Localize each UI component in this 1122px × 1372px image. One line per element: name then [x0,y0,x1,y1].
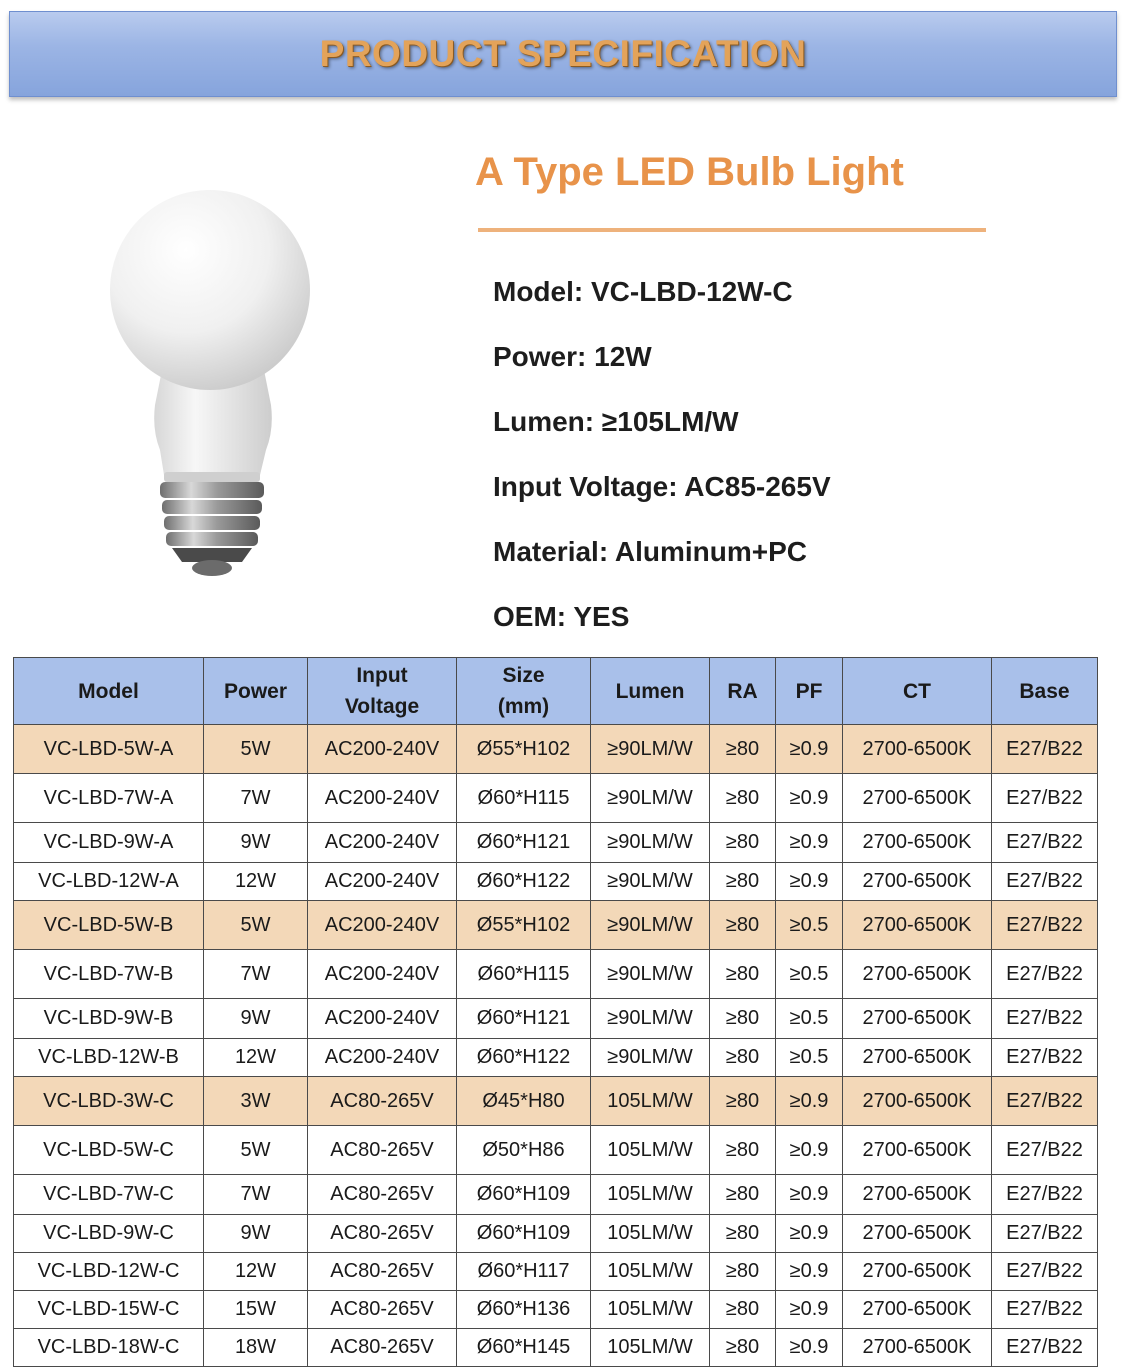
spec-oem: OEM: YES [493,601,630,632]
table-row [14,1329,1098,1367]
cell-ra: ≥80 [710,1126,776,1175]
cell-size: Ø60*H122 [457,1039,591,1077]
led-bulb-icon [100,190,320,590]
header-base: Base [992,658,1098,725]
cell-size: Ø60*H115 [457,774,591,823]
product-title: A Type LED Bulb Light [475,150,904,194]
cell-base: E27/B22 [992,1215,1098,1253]
cell-size: Ø60*H115 [457,950,591,999]
cell-ra: ≥80 [710,774,776,823]
cell-power: 12W [204,863,308,901]
cell-base: E27/B22 [992,1329,1098,1367]
cell-model: VC-LBD-12W-B [14,1039,204,1077]
cell-ra: ≥80 [710,1329,776,1367]
cell-lumen: ≥90LM/W [591,823,710,863]
table-row [14,999,1098,1039]
cell-model: VC-LBD-5W-B [14,901,204,950]
cell-lumen: ≥90LM/W [591,1039,710,1077]
cell-pf: ≥0.5 [776,950,843,999]
cell-power: 12W [204,1253,308,1291]
cell-input-voltage: AC80-265V [308,1329,457,1367]
header-size: Size (mm) [457,658,591,725]
cell-ct: 2700-6500K [843,999,992,1039]
cell-ct: 2700-6500K [843,1329,992,1367]
cell-size: Ø60*H109 [457,1175,591,1215]
cell-ct: 2700-6500K [843,863,992,901]
cell-ra: ≥80 [710,1215,776,1253]
cell-input-voltage: AC200-240V [308,725,457,774]
cell-input-voltage: AC200-240V [308,950,457,999]
cell-base: E27/B22 [992,1077,1098,1126]
cell-model: VC-LBD-9W-B [14,999,204,1039]
cell-pf: ≥0.5 [776,1039,843,1077]
cell-ra: ≥80 [710,1291,776,1329]
cell-lumen: ≥90LM/W [591,863,710,901]
title-divider [478,228,986,232]
cell-lumen: 105LM/W [591,1215,710,1253]
table-row [14,774,1098,823]
cell-ct: 2700-6500K [843,901,992,950]
table-row [14,1077,1098,1126]
header-ct: CT [843,658,992,725]
cell-input-voltage: AC200-240V [308,901,457,950]
cell-model: VC-LBD-9W-C [14,1215,204,1253]
cell-input-voltage: AC80-265V [308,1291,457,1329]
cell-ct: 2700-6500K [843,1077,992,1126]
cell-ra: ≥80 [710,725,776,774]
cell-input-voltage: AC80-265V [308,1077,457,1126]
table-row [14,823,1098,863]
cell-ct: 2700-6500K [843,1175,992,1215]
cell-ra: ≥80 [710,1253,776,1291]
header-lumen: Lumen [591,658,710,725]
cell-pf: ≥0.9 [776,1215,843,1253]
table-row [14,863,1098,901]
cell-base: E27/B22 [992,999,1098,1039]
cell-model: VC-LBD-5W-C [14,1126,204,1175]
cell-lumen: ≥90LM/W [591,774,710,823]
cell-ct: 2700-6500K [843,1253,992,1291]
header-model: Model [14,658,204,725]
cell-size: Ø60*H121 [457,999,591,1039]
header-pf: PF [776,658,843,725]
spec-material: Material: Aluminum+PC [493,536,808,567]
table-row [14,901,1098,950]
cell-lumen: 105LM/W [591,1253,710,1291]
cell-base: E27/B22 [992,1039,1098,1077]
cell-input-voltage: AC80-265V [308,1253,457,1291]
cell-pf: ≥0.5 [776,999,843,1039]
table-row [14,1175,1098,1215]
cell-lumen: 105LM/W [591,1175,710,1215]
cell-pf: ≥0.9 [776,774,843,823]
cell-lumen: 105LM/W [591,1077,710,1126]
cell-size: Ø55*H102 [457,725,591,774]
cell-ra: ≥80 [710,950,776,999]
cell-pf: ≥0.9 [776,823,843,863]
cell-ra: ≥80 [710,823,776,863]
cell-lumen: ≥90LM/W [591,999,710,1039]
cell-ct: 2700-6500K [843,950,992,999]
table-row [14,725,1098,774]
cell-model: VC-LBD-5W-A [14,725,204,774]
cell-input-voltage: AC80-265V [308,1175,457,1215]
table-row [14,1039,1098,1077]
cell-ct: 2700-6500K [843,1291,992,1329]
cell-power: 5W [204,1126,308,1175]
cell-base: E27/B22 [992,725,1098,774]
cell-lumen: ≥90LM/W [591,725,710,774]
cell-pf: ≥0.9 [776,1253,843,1291]
cell-size: Ø60*H117 [457,1253,591,1291]
cell-ct: 2700-6500K [843,774,992,823]
cell-model: VC-LBD-7W-C [14,1175,204,1215]
cell-base: E27/B22 [992,950,1098,999]
cell-ra: ≥80 [710,1175,776,1215]
cell-size: Ø60*H121 [457,823,591,863]
cell-ct: 2700-6500K [843,1039,992,1077]
cell-pf: ≥0.5 [776,901,843,950]
cell-base: E27/B22 [992,863,1098,901]
cell-size: Ø60*H122 [457,863,591,901]
header-power: Power [204,658,308,725]
cell-size: Ø60*H109 [457,1215,591,1253]
cell-ct: 2700-6500K [843,725,992,774]
cell-size: Ø50*H86 [457,1126,591,1175]
cell-power: 9W [204,823,308,863]
cell-size: Ø60*H145 [457,1329,591,1367]
cell-size: Ø55*H102 [457,901,591,950]
cell-input-voltage: AC200-240V [308,999,457,1039]
cell-input-voltage: AC200-240V [308,774,457,823]
cell-ra: ≥80 [710,1039,776,1077]
cell-power: 5W [204,901,308,950]
spec-input-voltage: Input Voltage: AC85-265V [493,471,831,502]
cell-pf: ≥0.9 [776,1077,843,1126]
cell-power: 5W [204,725,308,774]
cell-size: Ø45*H80 [457,1077,591,1126]
cell-pf: ≥0.9 [776,863,843,901]
cell-base: E27/B22 [992,1253,1098,1291]
cell-pf: ≥0.9 [776,1126,843,1175]
table-row [14,950,1098,999]
cell-ra: ≥80 [710,863,776,901]
cell-base: E27/B22 [992,1175,1098,1215]
cell-power: 9W [204,999,308,1039]
cell-base: E27/B22 [992,1126,1098,1175]
cell-lumen: ≥90LM/W [591,950,710,999]
cell-model: VC-LBD-7W-B [14,950,204,999]
cell-ra: ≥80 [710,901,776,950]
cell-input-voltage: AC80-265V [308,1126,457,1175]
cell-input-voltage: AC200-240V [308,823,457,863]
cell-power: 7W [204,950,308,999]
cell-ra: ≥80 [710,999,776,1039]
cell-pf: ≥0.9 [776,725,843,774]
cell-size: Ø60*H136 [457,1291,591,1329]
cell-model: VC-LBD-12W-C [14,1253,204,1291]
cell-base: E27/B22 [992,823,1098,863]
cell-model: VC-LBD-15W-C [14,1291,204,1329]
table-header-row [14,658,1098,725]
cell-power: 3W [204,1077,308,1126]
cell-model: VC-LBD-18W-C [14,1329,204,1367]
cell-pf: ≥0.9 [776,1291,843,1329]
cell-lumen: 105LM/W [591,1291,710,1329]
cell-power: 15W [204,1291,308,1329]
spec-power: Power: 12W [493,341,652,372]
cell-power: 9W [204,1215,308,1253]
cell-ra: ≥80 [710,1077,776,1126]
cell-ct: 2700-6500K [843,1215,992,1253]
spec-list [493,270,831,660]
table-row [14,1215,1098,1253]
cell-input-voltage: AC80-265V [308,1215,457,1253]
spec-model: Model: VC-LBD-12W-C [493,276,793,307]
cell-model: VC-LBD-12W-A [14,863,204,901]
cell-pf: ≥0.9 [776,1175,843,1215]
cell-input-voltage: AC200-240V [308,1039,457,1077]
header-ra: RA [710,658,776,725]
cell-pf: ≥0.9 [776,1329,843,1367]
table-row [14,1126,1098,1175]
cell-lumen: 105LM/W [591,1329,710,1367]
cell-input-voltage: AC200-240V [308,863,457,901]
table-row [14,1291,1098,1329]
header-input-voltage: Input Voltage [308,658,457,725]
cell-lumen: 105LM/W [591,1126,710,1175]
cell-power: 7W [204,1175,308,1215]
cell-base: E27/B22 [992,1291,1098,1329]
cell-ct: 2700-6500K [843,1126,992,1175]
cell-power: 12W [204,1039,308,1077]
spec-table [13,657,1098,1367]
cell-model: VC-LBD-9W-A [14,823,204,863]
cell-base: E27/B22 [992,901,1098,950]
cell-power: 18W [204,1329,308,1367]
cell-base: E27/B22 [992,774,1098,823]
header-banner [9,11,1117,97]
spec-lumen: Lumen: ≥105LM/W [493,406,739,437]
cell-model: VC-LBD-3W-C [14,1077,204,1126]
cell-ct: 2700-6500K [843,823,992,863]
cell-model: VC-LBD-7W-A [14,774,204,823]
product-image [100,190,320,590]
table-row [14,1253,1098,1291]
banner-title: PRODUCT SPECIFICATION [319,33,807,74]
cell-power: 7W [204,774,308,823]
cell-lumen: ≥90LM/W [591,901,710,950]
